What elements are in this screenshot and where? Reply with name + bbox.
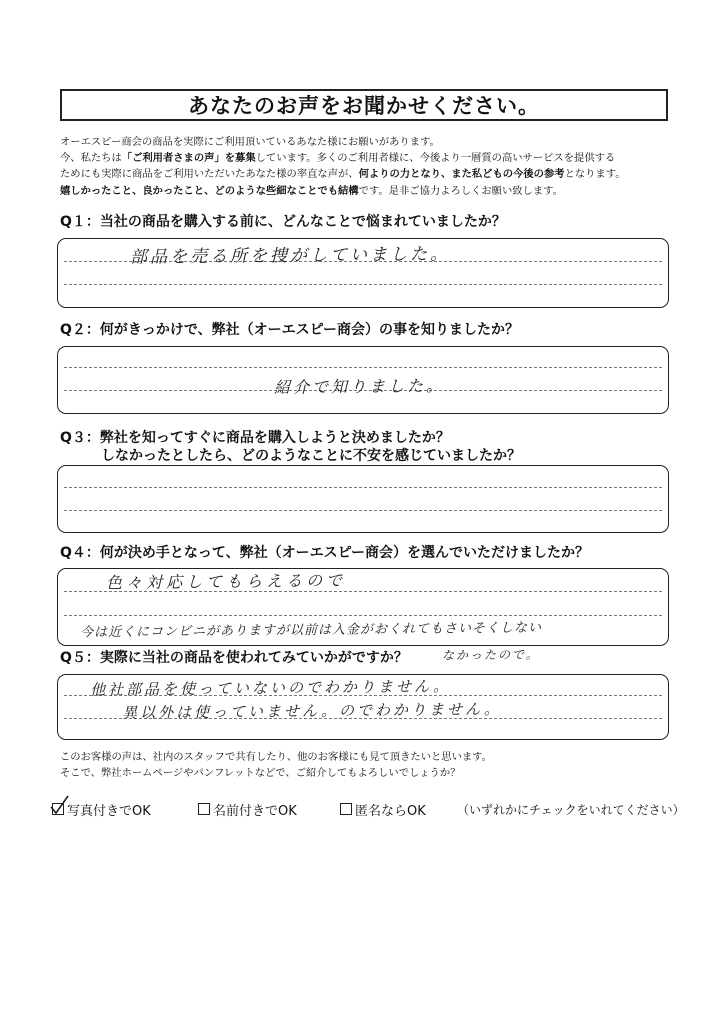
intro-line-1: オーエスピー商会の商品を実際にご利用頂いているあなた様にお願いがあります。 [60,136,440,148]
answer-4-line-3: なかったので。 [441,647,540,663]
outro-line-2: そこで、弊社ホームページやパンフレットなどで、ご紹介してもよろしいでしょうか？ [60,767,461,779]
answer-5-line-1: 他社部品を使っていないのでわかりません。 [89,677,451,699]
answer-2-line-1: 紹介で知りました。 [273,376,446,397]
answer-rule [64,367,662,368]
answer-5-line-2: 異以外は使っていません。のでわかりません。 [121,700,502,722]
form-title [60,89,668,121]
option-name-label: 名前付きでOK [213,803,297,819]
intro-line-2-bold: 「ご利用者さまの声」を募集 [121,152,256,165]
intro-line-4-b: です。是非ご協力よろしくお願い致します。 [358,184,563,197]
question-3-label-line-1: Q３：弊社を知ってすぐに商品を購入しようと決めましたか？ [60,430,450,446]
question-3-label-line-2: しなかったとしたら、どのようなことに不安を感じていましたか？ [101,448,521,464]
question-2-label: Q２：何がきっかけで、弊社（オーエスピー商会）の事を知りましたか？ [60,322,520,338]
intro-line-2-a: 今、私たちは [60,152,122,165]
answer-box-2[interactable] [57,346,669,414]
outro-line-1: このお客様の声は、社内のスタッフで共有したり、他のお客様にも見て頂きたいと思います。 [60,751,492,763]
checkbox-photo[interactable] [52,803,64,815]
checkbox-name[interactable] [198,803,210,815]
question-5-label: Q５：実際に当社の商品を使われてみていかがですか？ [60,650,408,666]
option-name[interactable] [198,798,297,820]
answer-1-line-1: 部品を売る所を捜がしていました。 [129,244,451,268]
intro-line-3-a: ためにも実際に商品をご利用いただいたあなた様の率直な声が、 [60,168,359,181]
answer-box-5[interactable] [57,674,669,740]
permission-options [52,798,685,822]
checkmark-icon [49,794,71,816]
question-1-label: Q１：当社の商品を購入する前に、どんなことで悩まれていましたか？ [60,214,506,230]
intro-line-3 [60,166,680,182]
intro-line-3-c: となります。 [564,168,626,181]
answer-4-line-1: 色々対応してもらえるので [105,570,347,593]
answer-box-1[interactable] [57,238,669,308]
option-anonymous[interactable] [340,798,426,820]
intro-line-4-bold: 嬉しかったこと、良かったこと、どのような些細なことでも結構 [60,184,359,197]
intro-line-4 [60,183,680,199]
answer-box-3[interactable] [57,465,669,533]
outro-text [60,749,492,781]
intro-line-3-bold: 何よりの力となり、また私どもの今後の参考 [358,168,565,181]
answer-rule [64,615,662,616]
question-4-label: Q４：何が決め手となって、弊社（オーエスピー商会）を選んでいただけましたか？ [60,545,590,561]
option-anonymous-label: 匿名ならOK [355,803,426,819]
answer-rule [64,510,662,511]
option-photo-label: 写真付きでOK [67,803,151,819]
checkbox-anonymous[interactable] [340,803,352,815]
option-note: （いずれかにチェックをいれてください） [457,802,685,817]
answer-4-line-2: 今は近くにコンビニがありますが以前は入金がおくれてもさいそくしない [79,620,543,641]
intro-line-2-c: しています。多くのご利用者様に、今後より一層質の高いサービスを提供する [255,152,616,165]
form-title-text: あなたのお声をお聞かせください。 [188,94,540,118]
intro-line-2 [60,150,680,166]
answer-rule [64,487,662,488]
intro-text [60,134,680,199]
answer-box-4[interactable] [57,568,669,646]
option-photo[interactable] [52,798,151,820]
answer-rule [64,284,662,285]
